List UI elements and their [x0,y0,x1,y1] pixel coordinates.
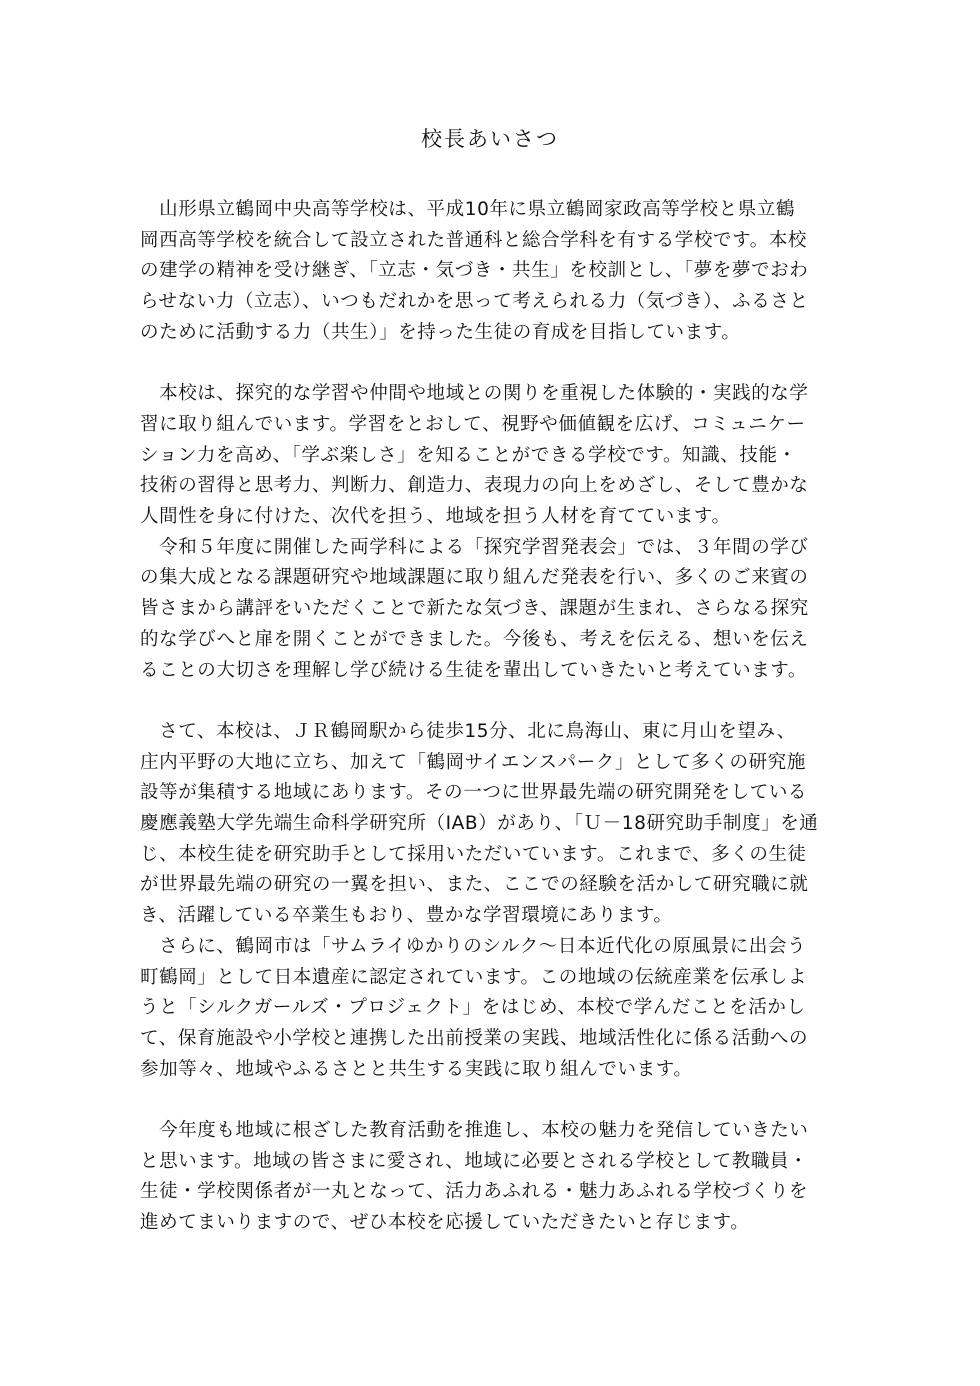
text-line: 山形県立鶴岡中央高等学校は、平成10年に県立鶴岡家政高等学校と県立鶴 [140,199,796,220]
paragraph-gap [140,1085,845,1116]
text-line: 的な学びへと扉を開くことができました。今後も、考えを伝える、想いを伝え [140,628,809,650]
text-line: うと「シルクガールズ・プロジェクト」をはじめ、本校で学んだことを活かし [140,997,806,1019]
text-line: 参加等々、地域やふるさとと共生する実践に取り組んでいます。 [140,1058,693,1080]
paragraph-closing [140,1116,845,1239]
text-line: 習に取り組んでいます。学習をとおして、視野や価値観を広げ、コミュニケー [140,413,806,435]
page-title: 校長あいさつ [421,127,559,151]
text-line: 皆さまから講評をいただくことで新たな気づき、課題が生まれ、さらなる探究 [140,598,809,620]
text-line: 進めてまいりますので、ぜひ本校を応援していただきたいと存じます。 [140,1212,750,1234]
text-line: が世界最先端の研究の一翼を担い、また、ここでの経験を活かして研究職に就 [140,874,809,896]
text-line: き、活躍している卒業生もおり、豊かな学習環境にあります。 [140,905,673,927]
text-line: じ、本校生徒を研究助手として採用いただいています。これまで、多くの生徒 [140,843,807,865]
paragraph-location-science-park [140,717,845,932]
paragraph-gap [140,349,845,380]
text-line: ることの大切さを理解し学び続ける生徒を輩出していきたいと考えています。 [140,659,808,681]
text-line: 慶應義塾大学先端生命科学研究所（IAB）があり、「Ｕ－18研究助手制度」を通 [140,813,819,835]
text-line: のために活動する力（共生）」を持った生徒の育成を目指しています。 [140,321,741,343]
paragraph-gap [140,686,845,717]
text-line: 令和５年度に開催した両学科による「探究学習発表会」では、３年間の学び [140,536,809,558]
text-line: さて、本校は、ＪＲ鶴岡駅から徒歩15分、北に鳥海山、東に月山を望み、 [140,720,796,742]
text-line: 岡西高等学校を統合して設立された普通科と総合学科を有する学校です。本校 [140,229,808,251]
paragraph-research-presentation [140,533,845,687]
greeting-body [140,195,845,1239]
text-line: 生徒・学校関係者が一丸となって、活力あふれる・魅力あふれる学校づくりを [140,1181,809,1203]
text-line: 設等が集積する地域にあります。その一つに世界最先端の研究開発をしている [140,782,808,804]
text-line: と思います。地域の皆さまに愛され、地域に必要とされる学校として教職員・ [140,1150,809,1172]
text-line: て、保育施設や小学校と連携した出前授業の実践、地域活性化に係る活動への [140,1027,809,1049]
paragraph-learning-approach [140,379,845,533]
paragraph-school-overview [140,195,845,349]
text-line: 庄内平野の大地に立ち、加えて「鶴岡サイエンスパーク」として多くの研究施 [140,751,806,773]
text-line: ション力を高め、「学ぶ楽しさ」を知ることができる学校です。知識、技能・ [140,444,797,466]
text-line: 本校は、探究的な学習や仲間や地域との関りを重視した体験的・実践的な学 [140,383,809,405]
text-line: らせない力（立志）、いつもだれかを思って考えられる力（気づき）、ふるさと [140,291,809,313]
text-line: 町鶴岡」として日本遺産に認定されています。この地域の伝統産業を伝承しよ [140,966,808,988]
text-line: の集大成となる課題研究や地域課題に取り組んだ発表を行い、多くのご来賓の [140,567,809,589]
text-line: 今年度も地域に根ざした教育活動を推進し、本校の魅力を発信していきたい [140,1120,809,1142]
text-line: 技術の習得と思考力、判断力、創造力、表現力の向上をめざし、そして豊かな [140,475,809,497]
text-line: の建学の精神を受け継ぎ、「立志・気づき・共生」を校訓とし、「夢を夢でおわ [140,260,809,282]
text-line: 人間性を身に付けた、次代を担う、地域を担う人材を育てています。 [140,506,731,528]
paragraph-silk-heritage [140,932,845,1086]
text-line: さらに、鶴岡市は「サムライゆかりのシルク～日本近代化の原風景に出会う [140,935,807,957]
